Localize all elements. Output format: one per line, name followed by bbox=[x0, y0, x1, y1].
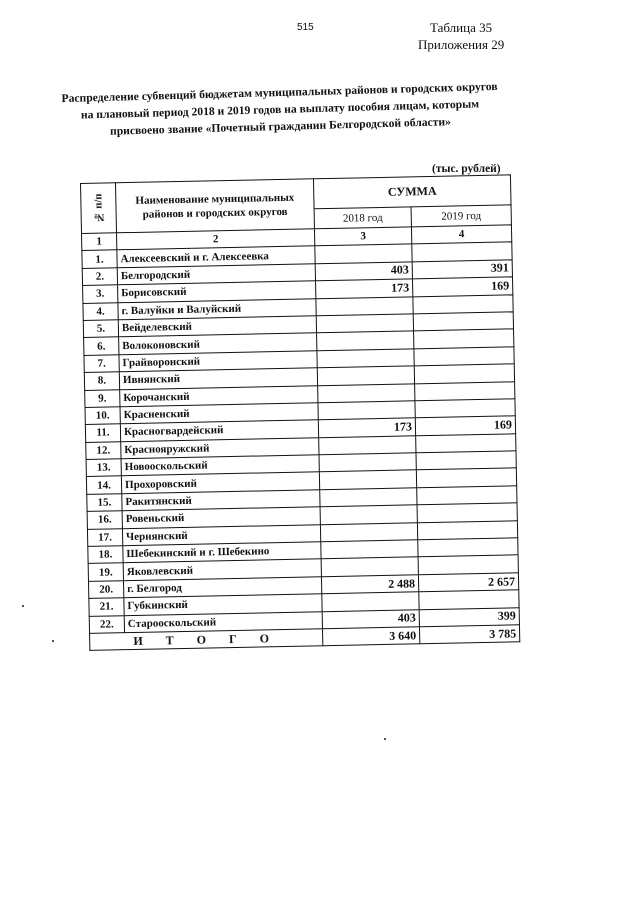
value-2018 bbox=[318, 383, 415, 402]
district-name: Краснояружский bbox=[121, 437, 319, 458]
value-2018 bbox=[322, 592, 419, 611]
value-2018 bbox=[317, 366, 414, 385]
district-name: Прохоровский bbox=[121, 472, 319, 493]
district-name: Старооскольский bbox=[124, 611, 322, 632]
row-number: 18. bbox=[88, 546, 123, 564]
index-cell-2: 2 bbox=[117, 229, 315, 250]
row-number: 2. bbox=[82, 268, 117, 286]
header-2018: 2018 год bbox=[314, 207, 411, 229]
row-number: 17. bbox=[87, 528, 122, 546]
value-2019: 391 bbox=[412, 260, 512, 279]
value-2018 bbox=[316, 314, 413, 333]
value-2018 bbox=[320, 488, 417, 507]
index-cell-1: 1 bbox=[82, 233, 117, 251]
value-2019 bbox=[417, 520, 517, 539]
district-name: Новооскольский bbox=[121, 455, 319, 476]
district-name: Красногвардейский bbox=[120, 420, 318, 441]
district-name: Шебекинский и г. Шебекино bbox=[123, 542, 321, 563]
value-2018 bbox=[320, 505, 417, 524]
index-cell-3: 3 bbox=[314, 227, 411, 246]
district-name: Красненский bbox=[120, 403, 318, 424]
units-label: (тыс. рублей) bbox=[432, 163, 501, 175]
district-name: Вейделевский bbox=[118, 316, 316, 337]
value-2019 bbox=[412, 242, 512, 261]
value-2019: 169 bbox=[415, 416, 515, 435]
row-number: 21. bbox=[89, 598, 124, 616]
row-number: 11. bbox=[85, 424, 120, 442]
district-name: г. Белгород bbox=[123, 577, 321, 598]
row-number: 1. bbox=[82, 250, 117, 268]
value-2018 bbox=[317, 331, 414, 350]
row-number: 6. bbox=[84, 337, 119, 355]
value-2018 bbox=[318, 401, 415, 420]
value-2018 bbox=[315, 244, 412, 263]
page-number: 515 bbox=[297, 22, 314, 33]
scan-speck bbox=[52, 640, 54, 642]
row-number: 15. bbox=[87, 494, 122, 512]
value-2018: 2 488 bbox=[321, 575, 418, 594]
row-number: 13. bbox=[86, 459, 121, 477]
value-2018: 173 bbox=[316, 279, 413, 298]
value-2018: 403 bbox=[315, 262, 412, 281]
value-2018 bbox=[316, 296, 413, 315]
value-2019 bbox=[414, 329, 514, 348]
row-number: 19. bbox=[88, 563, 123, 581]
district-name: Корочанский bbox=[120, 385, 318, 406]
district-name: Ивнянский bbox=[119, 368, 317, 389]
row-number: 7. bbox=[84, 354, 119, 372]
table-body bbox=[81, 175, 520, 651]
district-name: Губкинский bbox=[124, 594, 322, 615]
subvention-table bbox=[80, 174, 519, 651]
district-name: Чернянский bbox=[122, 524, 320, 545]
value-2019 bbox=[414, 364, 514, 383]
value-2018: 403 bbox=[322, 609, 419, 628]
district-name: Яковлевский bbox=[123, 559, 321, 580]
value-2019 bbox=[413, 312, 513, 331]
district-name: Грайворонский bbox=[119, 351, 317, 372]
value-2019 bbox=[419, 590, 519, 609]
header-2019: 2019 год bbox=[411, 205, 511, 227]
scan-speck bbox=[22, 605, 24, 607]
value-2019 bbox=[416, 468, 516, 487]
index-cell-4: 4 bbox=[411, 225, 511, 244]
value-2019: 169 bbox=[412, 277, 512, 296]
total-label: И Т О Г О bbox=[90, 629, 323, 651]
value-2018 bbox=[321, 540, 418, 559]
document-title: Распределение субвенций бюджетам муниципальных районов и городских округов на плановый период 2018 и 2019 годов на выплату пособия лицам, которым присвоено звание «Почетный гражданин Белгородской области» bbox=[61, 79, 498, 138]
row-number: 12. bbox=[86, 441, 121, 459]
value-2019: 399 bbox=[419, 607, 519, 626]
district-name: Ровеньский bbox=[122, 507, 320, 528]
header-sum: СУММА bbox=[313, 175, 511, 209]
value-2019 bbox=[418, 555, 518, 574]
value-2018 bbox=[321, 557, 418, 576]
value-2019 bbox=[418, 538, 518, 557]
row-number: 22. bbox=[89, 615, 124, 633]
value-2019 bbox=[415, 399, 515, 418]
value-2019 bbox=[417, 503, 517, 522]
district-name: Ракитянский bbox=[122, 490, 320, 511]
row-number: 9. bbox=[85, 389, 120, 407]
district-name: Борисовский bbox=[118, 281, 316, 302]
total-2018: 3 640 bbox=[322, 627, 419, 646]
value-2018 bbox=[319, 453, 416, 472]
row-number: 3. bbox=[83, 285, 118, 303]
value-2018 bbox=[317, 349, 414, 368]
table-label: Таблица 35 bbox=[430, 20, 493, 35]
row-number: 4. bbox=[83, 302, 118, 320]
value-2019: 2 657 bbox=[418, 573, 518, 592]
district-name: Волоконовский bbox=[119, 333, 317, 354]
value-2018: 173 bbox=[318, 418, 415, 437]
row-number: 16. bbox=[87, 511, 122, 529]
header-name: Наименование муниципальных районов и городских округов bbox=[116, 179, 315, 233]
total-2019: 3 785 bbox=[419, 625, 519, 644]
value-2019 bbox=[413, 294, 513, 313]
value-2019 bbox=[414, 347, 514, 366]
row-number: 8. bbox=[84, 372, 119, 390]
row-number: 10. bbox=[85, 407, 120, 425]
value-2018 bbox=[319, 470, 416, 489]
header-number-cell bbox=[81, 183, 117, 234]
appendix-label: Приложения 29 bbox=[418, 37, 505, 52]
value-2019 bbox=[417, 486, 517, 505]
header-number: № п/п bbox=[92, 193, 105, 223]
value-2019 bbox=[415, 381, 515, 400]
value-2018 bbox=[319, 436, 416, 455]
data-table bbox=[80, 174, 520, 651]
value-2019 bbox=[416, 451, 516, 470]
district-name: Алексеевский и г. Алексеевка bbox=[117, 246, 315, 267]
value-2018 bbox=[320, 522, 417, 541]
district-name: г. Валуйки и Валуйский bbox=[118, 298, 316, 319]
scan-speck bbox=[384, 738, 386, 740]
row-number: 14. bbox=[86, 476, 121, 494]
row-number: 5. bbox=[83, 320, 118, 338]
value-2019 bbox=[416, 433, 516, 452]
row-number: 20. bbox=[88, 581, 123, 599]
district-name: Белгородский bbox=[117, 264, 315, 285]
